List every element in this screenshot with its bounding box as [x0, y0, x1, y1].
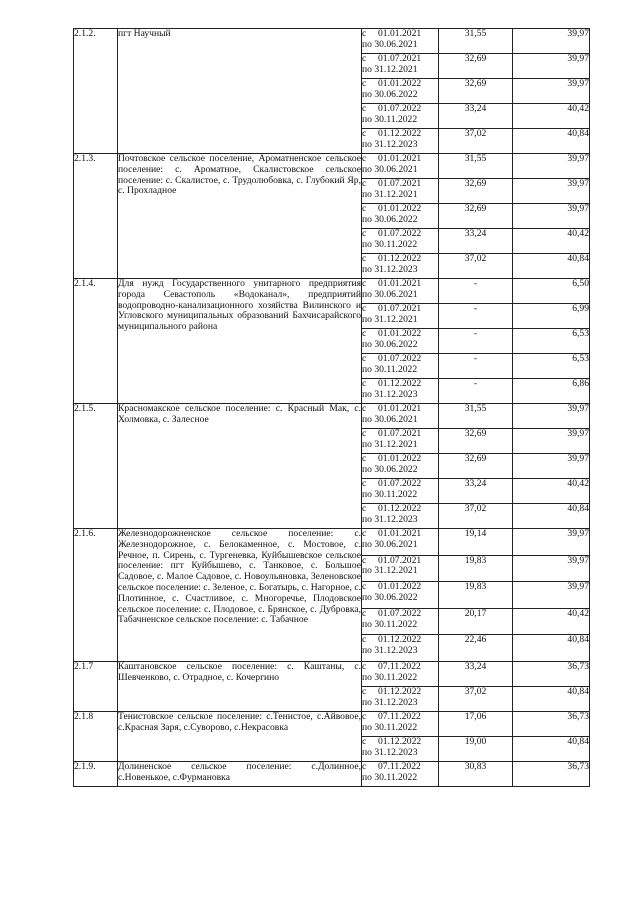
period-start-date: 01.12.2022	[378, 685, 422, 697]
period-prefix: с	[362, 203, 367, 214]
period-prefix: с	[362, 554, 367, 566]
tariff-value-2: 40,84	[513, 254, 590, 279]
tariff-value-2: 39,97	[513, 204, 590, 229]
period-end: по 30.11.2022	[362, 113, 418, 125]
tariff-value-2: 39,97	[513, 404, 590, 429]
tariff-value-2: 36,73	[513, 761, 590, 786]
period-end: по 30.06.2022	[362, 338, 418, 350]
tariff-table-body	[74, 29, 590, 787]
tariff-value-1: 17,06	[439, 711, 513, 736]
territory-description: пгт Научный	[118, 29, 362, 154]
period-start-date: 01.07.2021	[378, 178, 422, 189]
period-start-date: 07.11.2022	[378, 660, 421, 672]
period-start-date: 01.12.2022	[378, 634, 422, 646]
period-end: по 30.06.2022	[362, 213, 418, 225]
period-prefix: с	[362, 103, 367, 114]
table-row	[74, 711, 590, 736]
tariff-value-2: 40,84	[513, 129, 590, 154]
period-end: по 30.06.2022	[362, 88, 418, 100]
period-start-date: 01.07.2022	[378, 478, 422, 489]
tariff-value-2: 40,84	[513, 504, 590, 529]
period-prefix: с	[362, 378, 367, 389]
validity-period	[362, 711, 439, 736]
period-prefix: с	[362, 735, 367, 747]
period-start-date: 01.12.2022	[378, 378, 422, 389]
tariff-value-1: 37,02	[439, 686, 513, 711]
period-start-date: 01.01.2022	[378, 328, 422, 339]
period-prefix: с	[362, 253, 367, 264]
period-start-date: 01.01.2021	[378, 528, 422, 539]
period-end: по 31.12.2023	[362, 696, 418, 708]
tariff-value-2: 6,53	[513, 354, 590, 379]
section-number: 2.1.9.	[74, 761, 118, 786]
tariff-value-1: 19,83	[439, 582, 513, 609]
tariff-value-1: 31,55	[439, 404, 513, 429]
tariff-value-1: 37,02	[439, 504, 513, 529]
period-start-date: 01.07.2022	[378, 228, 422, 239]
tariff-value-1: 33,24	[439, 661, 513, 686]
period-end: по 30.11.2022	[362, 771, 418, 783]
period-start-date: 01.12.2022	[378, 503, 422, 514]
tariff-value-2: 40,42	[513, 229, 590, 254]
section-number: 2.1.7	[74, 661, 118, 711]
section-number: 2.1.3.	[74, 154, 118, 279]
period-prefix: с	[362, 503, 367, 514]
period-start-date: 01.07.2022	[378, 607, 422, 619]
period-prefix: с	[362, 428, 367, 439]
table-row	[74, 529, 590, 556]
period-start-date: 01.12.2022	[378, 735, 422, 747]
tariff-value-2: 39,97	[513, 179, 590, 204]
period-end: по 30.11.2022	[362, 363, 418, 375]
validity-period	[362, 254, 439, 279]
tariff-value-1: 37,02	[439, 254, 513, 279]
section-number: 2.1.2.	[74, 29, 118, 154]
tariff-value-2: 40,42	[513, 479, 590, 504]
tariff-value-1: 32,69	[439, 54, 513, 79]
section-number: 2.1.6.	[74, 529, 118, 662]
territory-description: Красномакское сельское поселение: с. Красный Мак, с. Холмовка, с. Залесное	[118, 404, 362, 529]
tariff-value-1: 20,17	[439, 608, 513, 635]
period-prefix: с	[362, 760, 367, 772]
validity-period	[362, 104, 439, 129]
period-prefix: с	[362, 660, 367, 672]
period-start-date: 01.01.2021	[378, 28, 422, 39]
tariff-value-2: 39,97	[513, 79, 590, 104]
tariff-value-2: 40,42	[513, 104, 590, 129]
period-prefix: с	[362, 353, 367, 364]
tariff-value-2: 39,97	[513, 529, 590, 556]
tariff-value-1: 33,24	[439, 104, 513, 129]
validity-period	[362, 204, 439, 229]
period-prefix: с	[362, 581, 367, 593]
period-prefix: с	[362, 403, 367, 414]
tariff-value-2: 39,97	[513, 454, 590, 479]
tariff-value-2: 40,84	[513, 736, 590, 761]
period-end: по 30.06.2022	[362, 591, 418, 603]
period-end: по 31.12.2021	[362, 188, 418, 200]
period-start-date: 01.01.2021	[378, 403, 422, 414]
period-end: по 30.06.2021	[362, 38, 418, 50]
tariff-value-1: 22,46	[439, 635, 513, 662]
period-end: по 31.12.2021	[362, 438, 418, 450]
period-start-date: 01.07.2022	[378, 103, 422, 114]
period-prefix: с	[362, 178, 367, 189]
validity-period	[362, 354, 439, 379]
period-end: по 31.12.2023	[362, 513, 418, 525]
period-end: по 31.12.2023	[362, 138, 418, 150]
period-start-date: 01.01.2022	[378, 453, 422, 464]
period-start-date: 07.11.2022	[378, 760, 421, 772]
period-prefix: с	[362, 607, 367, 619]
validity-period	[362, 429, 439, 454]
validity-period	[362, 454, 439, 479]
period-prefix: с	[362, 710, 367, 722]
validity-period	[362, 404, 439, 429]
section-number: 2.1.5.	[74, 404, 118, 529]
tariff-value-2: 6,99	[513, 304, 590, 329]
tariff-value-2: 6,86	[513, 379, 590, 404]
table-row	[74, 29, 590, 54]
period-end: по 31.12.2021	[362, 63, 418, 75]
validity-period	[362, 379, 439, 404]
tariff-value-1: 19,14	[439, 529, 513, 556]
period-prefix: с	[362, 78, 367, 89]
tariff-value-2: 6,50	[513, 279, 590, 304]
period-start-date: 01.07.2022	[378, 353, 422, 364]
period-prefix: с	[362, 478, 367, 489]
period-start-date: 01.01.2022	[378, 78, 422, 89]
tariff-value-1: 32,69	[439, 179, 513, 204]
period-prefix: с	[362, 685, 367, 697]
validity-period	[362, 608, 439, 635]
tariff-value-1: 37,02	[439, 129, 513, 154]
validity-period	[362, 79, 439, 104]
period-start-date: 01.12.2022	[378, 253, 422, 264]
table-row	[74, 761, 590, 786]
validity-period	[362, 329, 439, 354]
period-end: по 30.06.2021	[362, 288, 418, 300]
validity-period	[362, 479, 439, 504]
validity-period	[362, 54, 439, 79]
territory-description: Почтовское сельское поселение, Ароматненское сельское поселение: с. Ароматное, Скалистовское сельское поселение: с. Скалистое, с. Трудолюбовка, с. Глубокий Яр, с. Прохладное	[118, 154, 362, 279]
period-start-date: 01.07.2021	[378, 554, 422, 566]
territory-description: Тенистовское сельское поселение: с.Тенистое, с.Айвовое, с.Красная Заря, с.Суворово, с.Некрасовка	[118, 711, 362, 761]
period-prefix: с	[362, 128, 367, 139]
territory-description: Для нужд Государственного унитарного предприятия города Севастополь «Водоканал», предприятий водопроводно-канализационного хозяйства Вилинского и Угловского муниципальных образований Бахчисарайского муниципального района	[118, 279, 362, 404]
period-prefix: с	[362, 53, 367, 64]
tariff-value-2: 39,97	[513, 555, 590, 582]
table-row	[74, 279, 590, 304]
validity-period	[362, 555, 439, 582]
tariff-value-1: -	[439, 279, 513, 304]
validity-period	[362, 661, 439, 686]
tariff-value-2: 36,73	[513, 711, 590, 736]
period-prefix: с	[362, 528, 367, 539]
validity-period	[362, 154, 439, 179]
period-start-date: 01.01.2021	[378, 153, 422, 164]
period-start-date: 01.01.2022	[378, 203, 422, 214]
tariff-value-1: -	[439, 379, 513, 404]
validity-period	[362, 686, 439, 711]
period-prefix: с	[362, 328, 367, 339]
tariff-value-2: 40,84	[513, 635, 590, 662]
period-start-date: 01.01.2021	[378, 278, 422, 289]
period-end: по 30.06.2022	[362, 463, 418, 475]
validity-period	[362, 179, 439, 204]
period-start-date: 01.12.2022	[378, 128, 422, 139]
period-prefix: с	[362, 303, 367, 314]
period-prefix: с	[362, 228, 367, 239]
table-row	[74, 404, 590, 429]
tariff-value-1: 32,69	[439, 429, 513, 454]
tariff-value-1: -	[439, 354, 513, 379]
tariff-value-1: 33,24	[439, 479, 513, 504]
period-end: по 30.06.2021	[362, 163, 418, 175]
tariff-value-2: 36,73	[513, 661, 590, 686]
tariff-value-2: 39,97	[513, 29, 590, 54]
period-end: по 31.12.2021	[362, 313, 418, 325]
validity-period	[362, 29, 439, 54]
section-number: 2.1.4.	[74, 279, 118, 404]
territory-description: Каштановское сельское поселение: с. Каштаны, с. Шевченково, с. Отрадное, с. Кочергино	[118, 661, 362, 711]
tariff-value-1: 31,55	[439, 29, 513, 54]
tariff-value-1: 32,69	[439, 454, 513, 479]
territory-description: Железнодорожненское сельское поселение: с. Железнодорожное, с. Белокаменное, с. Мостовое, с. Речное, п. Сирень, с. Тургеневка, Куйбышевское сельское поселение: пгт Куйбышево, с. Танковое, с. Большое Садовое, с. Малое Садовое, с. Новоульяновка, Зеленовское сельское поселение: с. Зеленое, с. Богатырь, с. Нагорное, с. Плотинное, с. Счастливое, с. Многоречье, Плодовское сельское поселение: с. Плодовое, с. Брянское, с. Дубровка, Табачненское сельское поселение: с. Табачное	[118, 529, 362, 662]
period-end: по 30.11.2022	[362, 721, 418, 733]
period-end: по 31.12.2023	[362, 263, 418, 275]
tariff-value-1: 33,24	[439, 229, 513, 254]
period-end: по 30.06.2021	[362, 538, 418, 550]
period-start-date: 01.01.2022	[378, 581, 422, 593]
period-start-date: 01.07.2021	[378, 53, 422, 64]
tariff-value-1: 32,69	[439, 79, 513, 104]
validity-period	[362, 761, 439, 786]
tariff-value-1: -	[439, 329, 513, 354]
period-end: по 30.11.2022	[362, 238, 418, 250]
period-end: по 31.12.2023	[362, 746, 418, 758]
period-prefix: с	[362, 278, 367, 289]
period-end: по 31.12.2021	[362, 565, 418, 577]
period-end: по 30.11.2022	[362, 488, 418, 500]
tariff-value-1: 30,83	[439, 761, 513, 786]
tariff-value-1: 31,55	[439, 154, 513, 179]
period-end: по 31.12.2023	[362, 388, 418, 400]
validity-period	[362, 279, 439, 304]
tariff-value-1: 19,83	[439, 555, 513, 582]
validity-period	[362, 529, 439, 556]
tariff-value-1: -	[439, 304, 513, 329]
period-end: по 30.11.2022	[362, 618, 418, 630]
tariff-value-2: 6,53	[513, 329, 590, 354]
tariff-value-1: 32,69	[439, 204, 513, 229]
period-start-date: 07.11.2022	[378, 710, 421, 722]
territory-description: Долиненское сельское поселение: с.Долинное, с.Новенькое, с.Фурмановка	[118, 761, 362, 786]
tariff-table	[73, 28, 590, 787]
tariff-value-2: 39,97	[513, 429, 590, 454]
period-start-date: 01.07.2021	[378, 303, 422, 314]
table-row	[74, 154, 590, 179]
validity-period	[362, 736, 439, 761]
validity-period	[362, 635, 439, 662]
validity-period	[362, 582, 439, 609]
period-prefix: с	[362, 153, 367, 164]
validity-period	[362, 129, 439, 154]
table-row	[74, 661, 590, 686]
validity-period	[362, 229, 439, 254]
period-start-date: 01.07.2021	[378, 428, 422, 439]
period-end: по 30.06.2021	[362, 413, 418, 425]
period-end: по 31.12.2023	[362, 645, 418, 657]
tariff-value-2: 39,97	[513, 54, 590, 79]
validity-period	[362, 304, 439, 329]
tariff-value-2: 39,97	[513, 582, 590, 609]
period-prefix: с	[362, 28, 367, 39]
tariff-value-2: 40,42	[513, 608, 590, 635]
section-number: 2.1.8	[74, 711, 118, 761]
period-prefix: с	[362, 634, 367, 646]
validity-period	[362, 504, 439, 529]
tariff-value-2: 39,97	[513, 154, 590, 179]
period-start	[362, 609, 438, 620]
period-prefix: с	[362, 453, 367, 464]
tariff-value-1: 19,00	[439, 736, 513, 761]
period-end: по 30.11.2022	[362, 671, 418, 683]
tariff-value-2: 40,84	[513, 686, 590, 711]
